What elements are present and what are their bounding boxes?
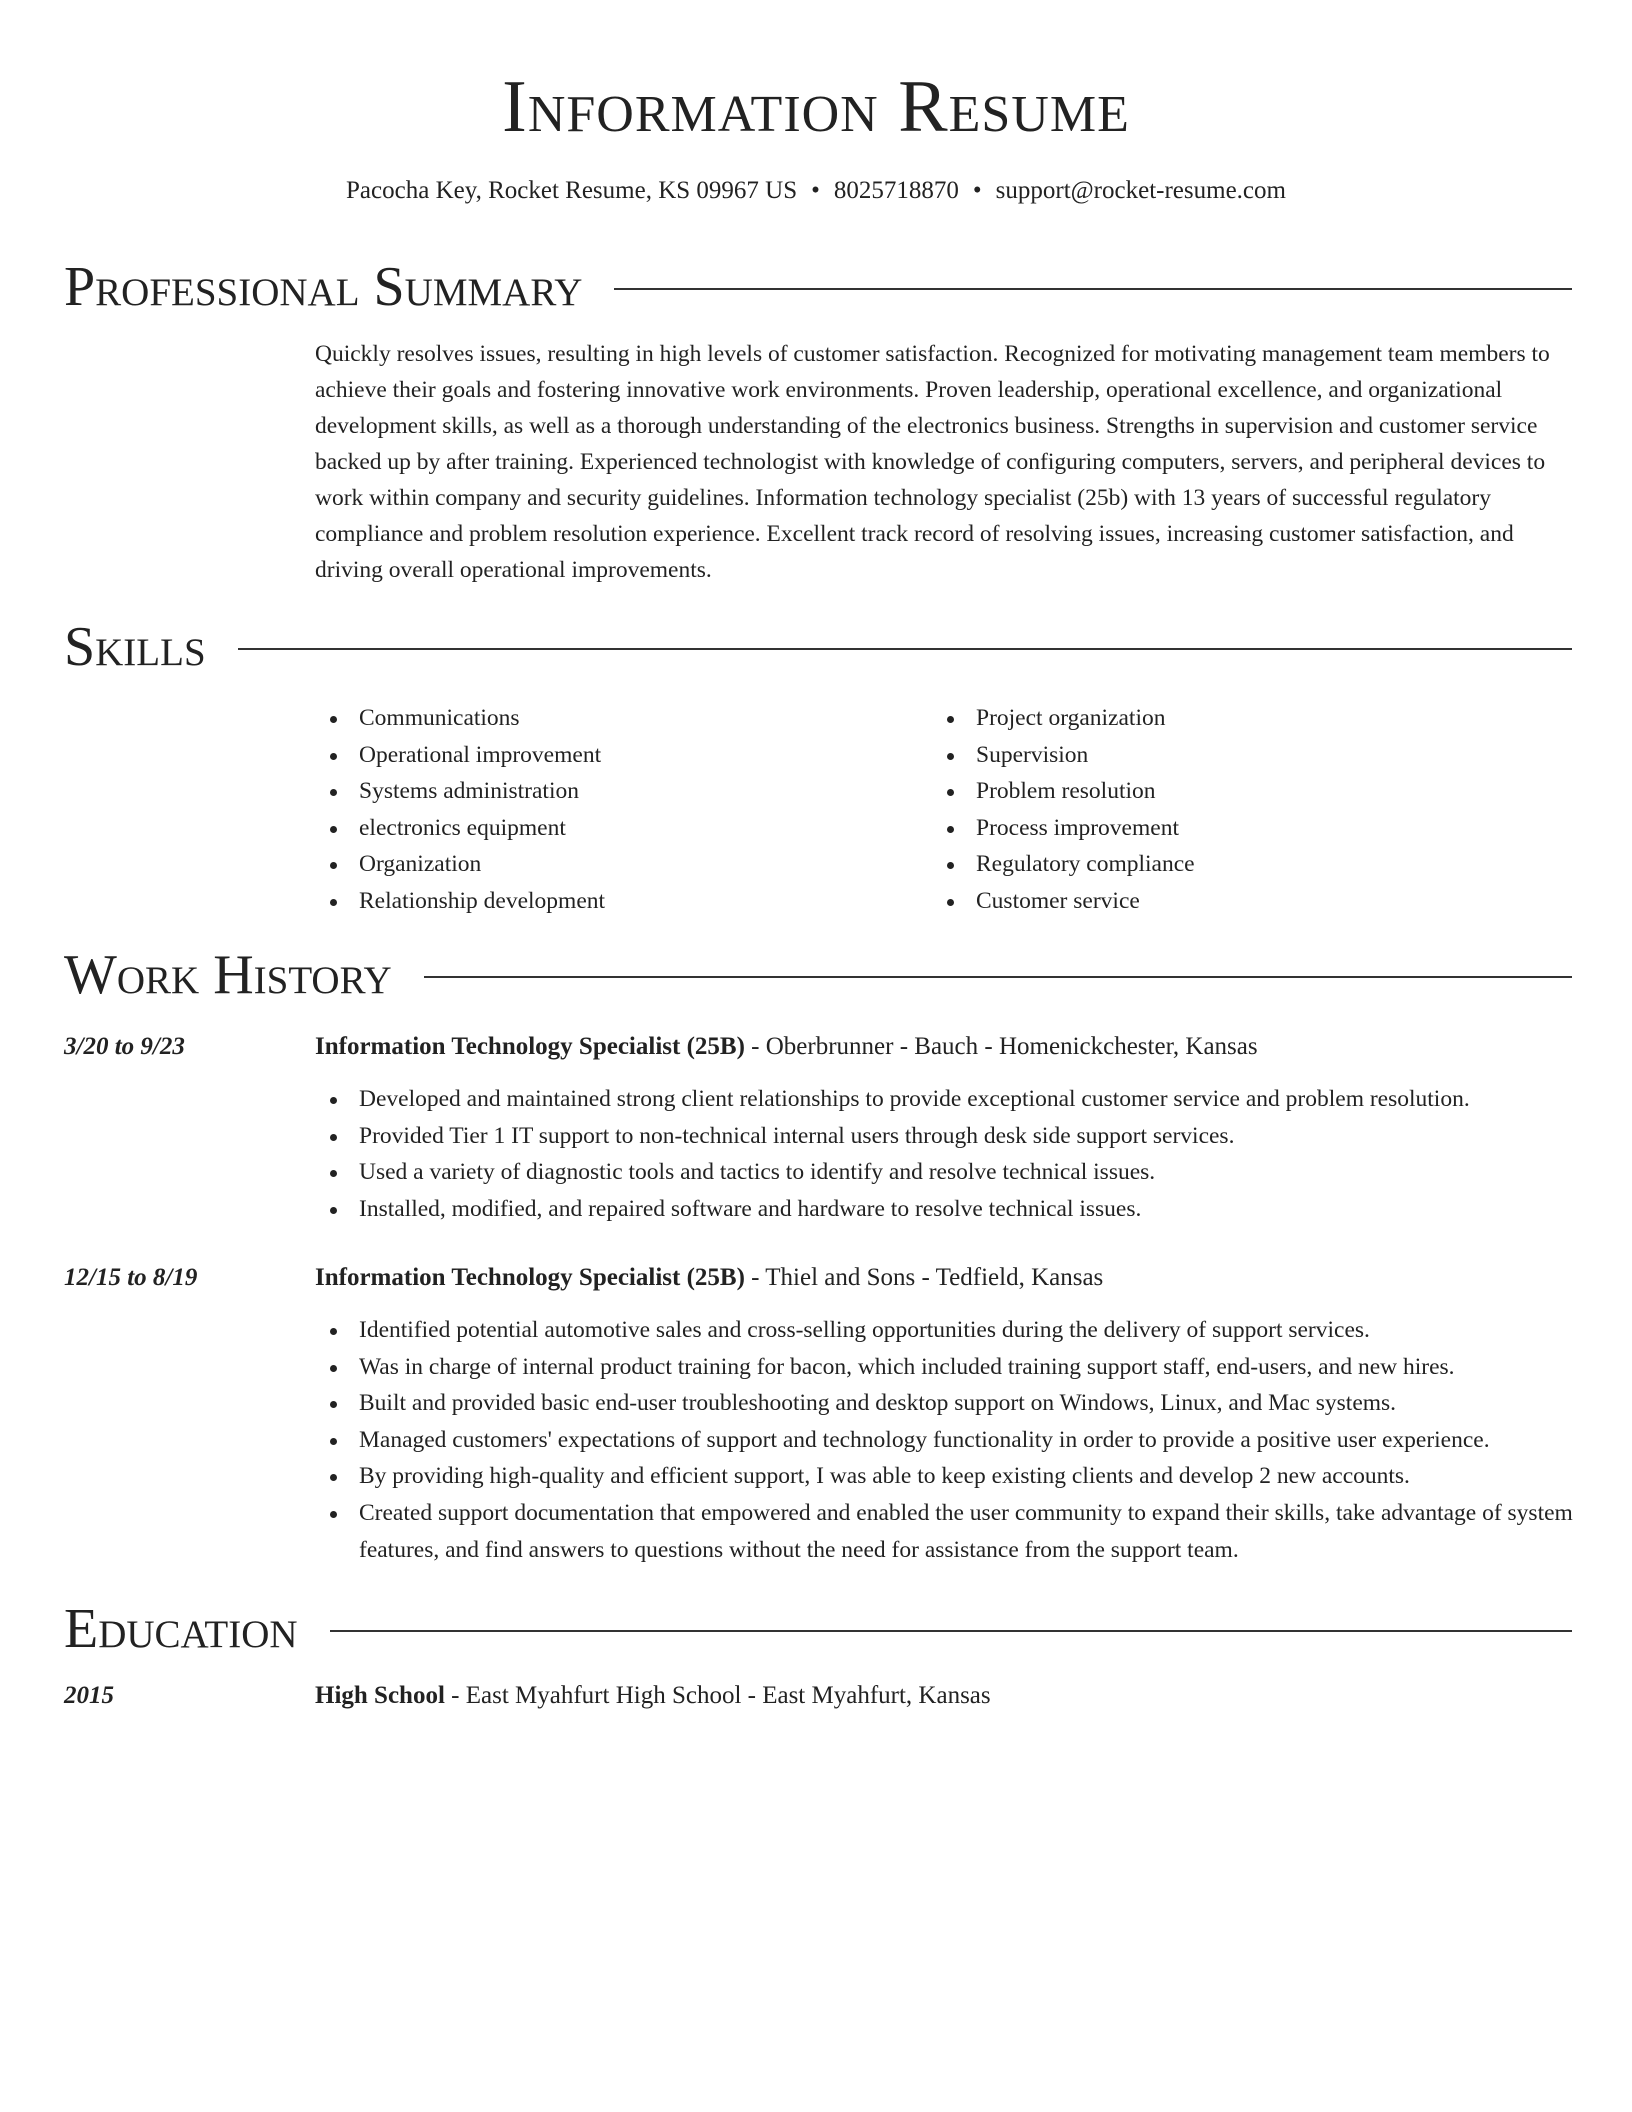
job-bullet: Managed customers' expectations of support and technology functionality in order to provide a positive user experience. <box>315 1422 1573 1459</box>
education-heading: Education <box>64 1598 298 1660</box>
summary-heading: Professional Summary <box>64 256 583 318</box>
contact-separator: • <box>972 177 982 204</box>
skills-list-right <box>932 700 1492 920</box>
skill-item: electronics equipment <box>315 810 875 847</box>
skills-heading: Skills <box>64 616 206 678</box>
section-divider <box>424 976 1572 978</box>
job-bullet-list <box>315 1312 1573 1568</box>
job-title: Information Technology Specialist (25B) <box>315 1264 745 1291</box>
job-bullet: By providing high-quality and efficient support, I was able to keep existing clients and develop 2 new accounts. <box>315 1458 1573 1495</box>
skill-item: Systems administration <box>315 773 875 810</box>
job-bullet: Installed, modified, and repaired software and hardware to resolve technical issues. <box>315 1191 1573 1228</box>
job-heading <box>315 1030 1573 1064</box>
work-heading: Work History <box>64 944 392 1006</box>
job-bullet: Developed and maintained strong client relationships to provide exceptional customer service and problem resolution. <box>315 1081 1573 1118</box>
contact-line <box>0 174 1632 208</box>
education-section-header <box>64 1594 1572 1664</box>
education-details: - East Myahfurt High School - East Myahfurt, Kansas <box>444 1682 991 1709</box>
education-year: 2015 <box>64 1682 114 1709</box>
job-details: - Thiel and Sons - Tedfield, Kansas <box>744 1264 1104 1291</box>
summary-section-header <box>64 252 1572 322</box>
contact-address: Pacocha Key, Rocket Resume, KS 09967 US <box>346 177 798 204</box>
job-bullet: Was in charge of internal product training for bacon, which included training support staff, end-users, and new hires. <box>315 1349 1573 1386</box>
resume-name: Information Resume <box>502 66 1130 148</box>
job-dates: 12/15 to 8/19 <box>64 1264 198 1291</box>
job-title: Information Technology Specialist (25B) <box>315 1033 745 1060</box>
section-divider <box>614 288 1572 290</box>
skill-item: Project organization <box>932 700 1492 737</box>
contact-email: support@rocket-resume.com <box>995 177 1286 204</box>
skill-item: Customer service <box>932 883 1492 920</box>
skill-item: Regulatory compliance <box>932 846 1492 883</box>
skills-list-left <box>315 700 875 920</box>
skill-item: Relationship development <box>315 883 875 920</box>
skill-item: Supervision <box>932 737 1492 774</box>
education-degree: High School <box>315 1682 445 1709</box>
summary-text: Quickly resolves issues, resulting in high levels of customer satisfaction. Recognized for motivating management team members to achieve their goals and fostering innovative work environments. Proven leadership, operational excellence, and organizational development skills, as well as a thorough understanding of the electronics business. Strengths in supervision and customer service backed up by after training. Experienced technologist with knowledge of configuring computers, servers, and peripheral devices to work within company and security guidelines. Information technology specialist (25b) with 13 years of successful regulatory compliance and problem resolution experience. Excellent track record of resolving issues, increasing customer satisfaction, and driving overall operational improvements. <box>315 341 1550 583</box>
section-divider <box>330 1630 1572 1632</box>
job-bullet-list <box>315 1081 1573 1227</box>
job-details: - Oberbrunner - Bauch - Homenickchester, Kansas <box>744 1033 1258 1060</box>
job-bullet: Provided Tier 1 IT support to non-technical internal users through desk side support services. <box>315 1118 1573 1155</box>
contact-phone: 8025718870 <box>833 177 959 204</box>
job-bullet: Created support documentation that empowered and enabled the user community to expand their skills, take advantage of system features, and find answers to questions without the need for assistance from the support team. <box>315 1495 1573 1568</box>
job-bullet: Built and provided basic end-user troubleshooting and desktop support on Windows, Linux, and Mac systems. <box>315 1385 1573 1422</box>
job-dates: 3/20 to 9/23 <box>64 1033 185 1060</box>
skill-item: Communications <box>315 700 875 737</box>
skill-item: Organization <box>315 846 875 883</box>
job-bullet: Identified potential automotive sales and cross-selling opportunities during the delivery of support services. <box>315 1312 1573 1349</box>
job-bullet: Used a variety of diagnostic tools and tactics to identify and resolve technical issues. <box>315 1154 1573 1191</box>
education-heading-line <box>315 1679 1573 1713</box>
section-divider <box>238 648 1572 650</box>
skills-section-header <box>64 612 1572 682</box>
skill-item: Problem resolution <box>932 773 1492 810</box>
job-heading <box>315 1261 1573 1295</box>
contact-separator: • <box>811 177 820 204</box>
skill-item: Process improvement <box>932 810 1492 847</box>
skill-item: Operational improvement <box>315 737 875 774</box>
work-section-header <box>64 940 1572 1010</box>
